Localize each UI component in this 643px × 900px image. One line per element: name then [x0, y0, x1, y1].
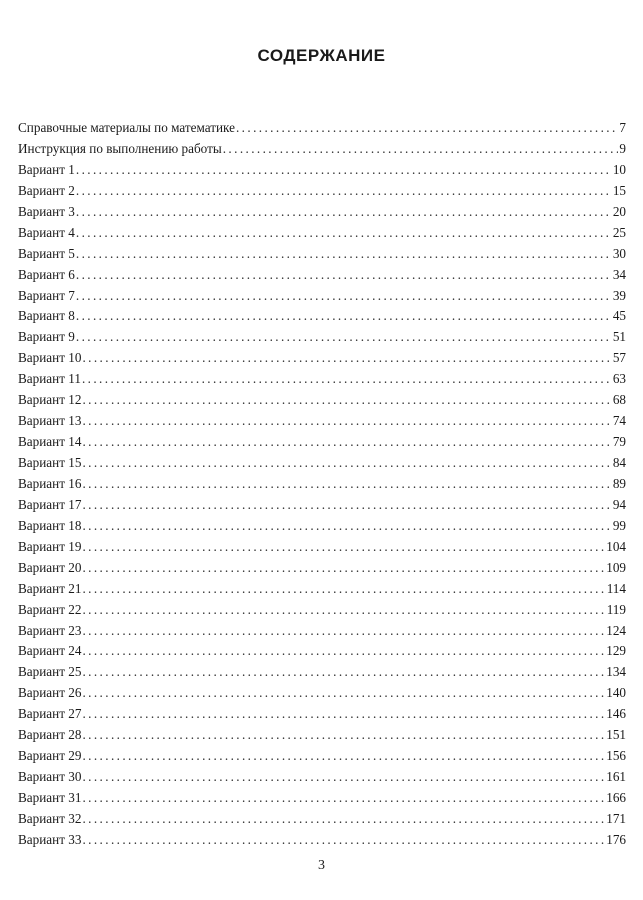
toc-dot-leader — [82, 830, 605, 851]
toc-entry-label: Вариант 9 — [18, 329, 75, 345]
toc-entry-page: 45 — [612, 308, 626, 324]
toc-entry-page: 161 — [606, 769, 626, 785]
toc-dot-leader — [82, 809, 605, 830]
toc-entry-page: 39 — [612, 287, 626, 303]
toc-entry-label: Вариант 3 — [18, 203, 75, 219]
toc-dot-leader — [76, 327, 612, 348]
toc-dot-leader — [82, 600, 605, 621]
toc-entry-page: 109 — [606, 559, 626, 575]
toc-entry-label: Вариант 23 — [18, 622, 82, 638]
toc-dot-leader — [76, 181, 612, 202]
toc-entry — [18, 516, 626, 537]
toc-entry-page: 114 — [606, 580, 626, 596]
toc-dot-leader — [82, 788, 605, 809]
toc-entry-page: 156 — [606, 748, 626, 764]
toc-entry-page: 30 — [612, 245, 626, 261]
toc-entry — [18, 746, 626, 767]
toc-entry — [18, 725, 626, 746]
toc-dot-leader — [82, 516, 611, 537]
toc-entry-label: Вариант 7 — [18, 287, 75, 303]
toc-entry-page: 94 — [612, 496, 626, 512]
toc-entry-page: 134 — [606, 664, 626, 680]
toc-entry-label: Вариант 13 — [18, 413, 82, 429]
toc-entry — [18, 202, 626, 223]
toc-dot-leader — [82, 621, 605, 642]
toc-entry-label: Вариант 20 — [18, 559, 82, 575]
toc-entry-label: Вариант 19 — [18, 538, 82, 554]
toc-entry-label: Вариант 28 — [18, 727, 82, 743]
toc-entry-label: Вариант 10 — [18, 350, 82, 366]
toc-entry-label: Вариант 16 — [18, 475, 82, 491]
toc-entry-label: Вариант 27 — [18, 706, 82, 722]
toc-entry-page: 140 — [606, 685, 626, 701]
toc-entry — [18, 118, 626, 139]
toc-entry — [18, 390, 626, 411]
toc-entry-page: 25 — [612, 224, 626, 240]
toc-entry — [18, 327, 626, 348]
toc-entry — [18, 139, 626, 160]
toc-entry — [18, 474, 626, 495]
toc-entry-page: 20 — [612, 203, 626, 219]
page-title: СОДЕРЖАНИЕ — [257, 46, 386, 65]
toc-dot-leader — [76, 202, 612, 223]
toc-entry — [18, 181, 626, 202]
toc-entry-label: Вариант 8 — [18, 308, 75, 324]
toc-entry-page: 15 — [612, 182, 626, 198]
toc-dot-leader — [82, 390, 611, 411]
toc-entry-page: 124 — [606, 622, 626, 638]
toc-entry — [18, 265, 626, 286]
toc-dot-leader — [82, 683, 605, 704]
toc-entry-label: Вариант 5 — [18, 245, 75, 261]
toc-entry-label: Вариант 30 — [18, 769, 82, 785]
toc-entry-label: Справочные материалы по математике — [18, 120, 235, 135]
toc-dot-leader — [223, 139, 619, 160]
toc-entry-label: Вариант 31 — [18, 790, 82, 805]
toc-entry — [18, 788, 626, 809]
toc-entry-page: 146 — [606, 706, 626, 722]
toc-entry-label: Вариант 2 — [18, 182, 75, 198]
toc-dot-leader — [76, 244, 612, 265]
toc-entry — [18, 683, 626, 704]
toc-entry — [18, 600, 626, 621]
toc-dot-leader — [236, 118, 618, 139]
toc-entry-page: 84 — [612, 455, 626, 470]
toc-dot-leader — [82, 641, 605, 662]
toc-entry-label: Вариант 21 — [18, 580, 82, 596]
toc-dot-leader — [82, 432, 611, 453]
toc-entry — [18, 621, 626, 642]
toc-entry — [18, 704, 626, 725]
toc-entry-page: 51 — [612, 329, 626, 345]
toc-entry-page: 10 — [612, 161, 626, 177]
toc-entry-page: 63 — [612, 371, 626, 387]
toc-entry — [18, 809, 626, 830]
table-of-contents — [18, 118, 626, 851]
toc-entry-page: 9 — [619, 140, 626, 156]
toc-entry-label: Вариант 29 — [18, 748, 82, 764]
toc-entry-page: 151 — [606, 727, 626, 743]
toc-dot-leader — [82, 537, 605, 558]
toc-entry-label: Вариант 18 — [18, 517, 82, 533]
toc-entry-page: 171 — [606, 810, 626, 826]
toc-entry-page: 34 — [612, 266, 626, 282]
toc-entry — [18, 411, 626, 432]
toc-entry-page: 79 — [612, 434, 626, 450]
toc-entry — [18, 662, 626, 683]
toc-entry-label: Вариант 22 — [18, 601, 82, 617]
toc-entry-page: 104 — [606, 538, 626, 554]
toc-entry — [18, 348, 626, 369]
toc-dot-leader — [82, 767, 605, 788]
toc-entry-label: Вариант 6 — [18, 266, 75, 282]
page-number: 3 — [318, 858, 325, 873]
toc-entry — [18, 537, 626, 558]
toc-dot-leader — [82, 662, 605, 683]
toc-entry-label: Вариант 32 — [18, 810, 82, 826]
toc-dot-leader — [82, 348, 611, 369]
toc-entry-label: Вариант 4 — [18, 224, 75, 240]
toc-entry — [18, 369, 626, 390]
toc-entry — [18, 160, 626, 181]
toc-entry — [18, 579, 626, 600]
toc-dot-leader — [82, 453, 611, 474]
toc-entry-label: Вариант 11 — [18, 371, 81, 387]
toc-entry-label: Вариант 12 — [18, 392, 82, 408]
toc-dot-leader — [82, 704, 605, 725]
toc-entry-page: 7 — [619, 120, 626, 135]
toc-dot-leader — [82, 474, 611, 495]
toc-entry-label: Вариант 26 — [18, 685, 82, 701]
toc-entry — [18, 495, 626, 516]
toc-entry-page: 129 — [606, 643, 626, 659]
toc-entry — [18, 641, 626, 662]
toc-entry-page: 99 — [612, 517, 626, 533]
toc-dot-leader — [82, 579, 605, 600]
toc-dot-leader — [76, 265, 612, 286]
toc-dot-leader — [76, 223, 612, 244]
toc-entry-label: Вариант 33 — [18, 831, 82, 847]
toc-entry-label: Вариант 17 — [18, 496, 82, 512]
toc-entry-page: 119 — [606, 601, 626, 617]
toc-entry-page: 89 — [612, 475, 626, 491]
toc-entry — [18, 432, 626, 453]
toc-entry-label: Инструкция по выполнению работы — [18, 140, 222, 156]
toc-entry-label: Вариант 24 — [18, 643, 82, 659]
toc-entry-label: Вариант 15 — [18, 455, 82, 470]
toc-entry-page: 74 — [612, 413, 626, 429]
toc-entry-page: 68 — [612, 392, 626, 408]
toc-dot-leader — [82, 746, 605, 767]
toc-entry-label: Вариант 14 — [18, 434, 82, 450]
toc-entry-page: 176 — [606, 831, 626, 847]
toc-dot-leader — [82, 558, 605, 579]
toc-entry — [18, 453, 626, 474]
toc-entry — [18, 306, 626, 327]
toc-entry — [18, 286, 626, 307]
toc-entry — [18, 767, 626, 788]
toc-entry — [18, 223, 626, 244]
toc-entry — [18, 830, 626, 851]
toc-dot-leader — [76, 306, 612, 327]
toc-entry — [18, 244, 626, 265]
toc-entry — [18, 558, 626, 579]
toc-entry-page: 57 — [612, 350, 626, 366]
toc-dot-leader — [76, 160, 612, 181]
toc-entry-label: Вариант 1 — [18, 161, 75, 177]
toc-dot-leader — [82, 369, 612, 390]
toc-dot-leader — [76, 286, 612, 307]
toc-dot-leader — [82, 411, 611, 432]
toc-dot-leader — [82, 725, 605, 746]
toc-entry-label: Вариант 25 — [18, 664, 82, 680]
toc-entry-page: 166 — [606, 790, 626, 805]
toc-dot-leader — [82, 495, 611, 516]
